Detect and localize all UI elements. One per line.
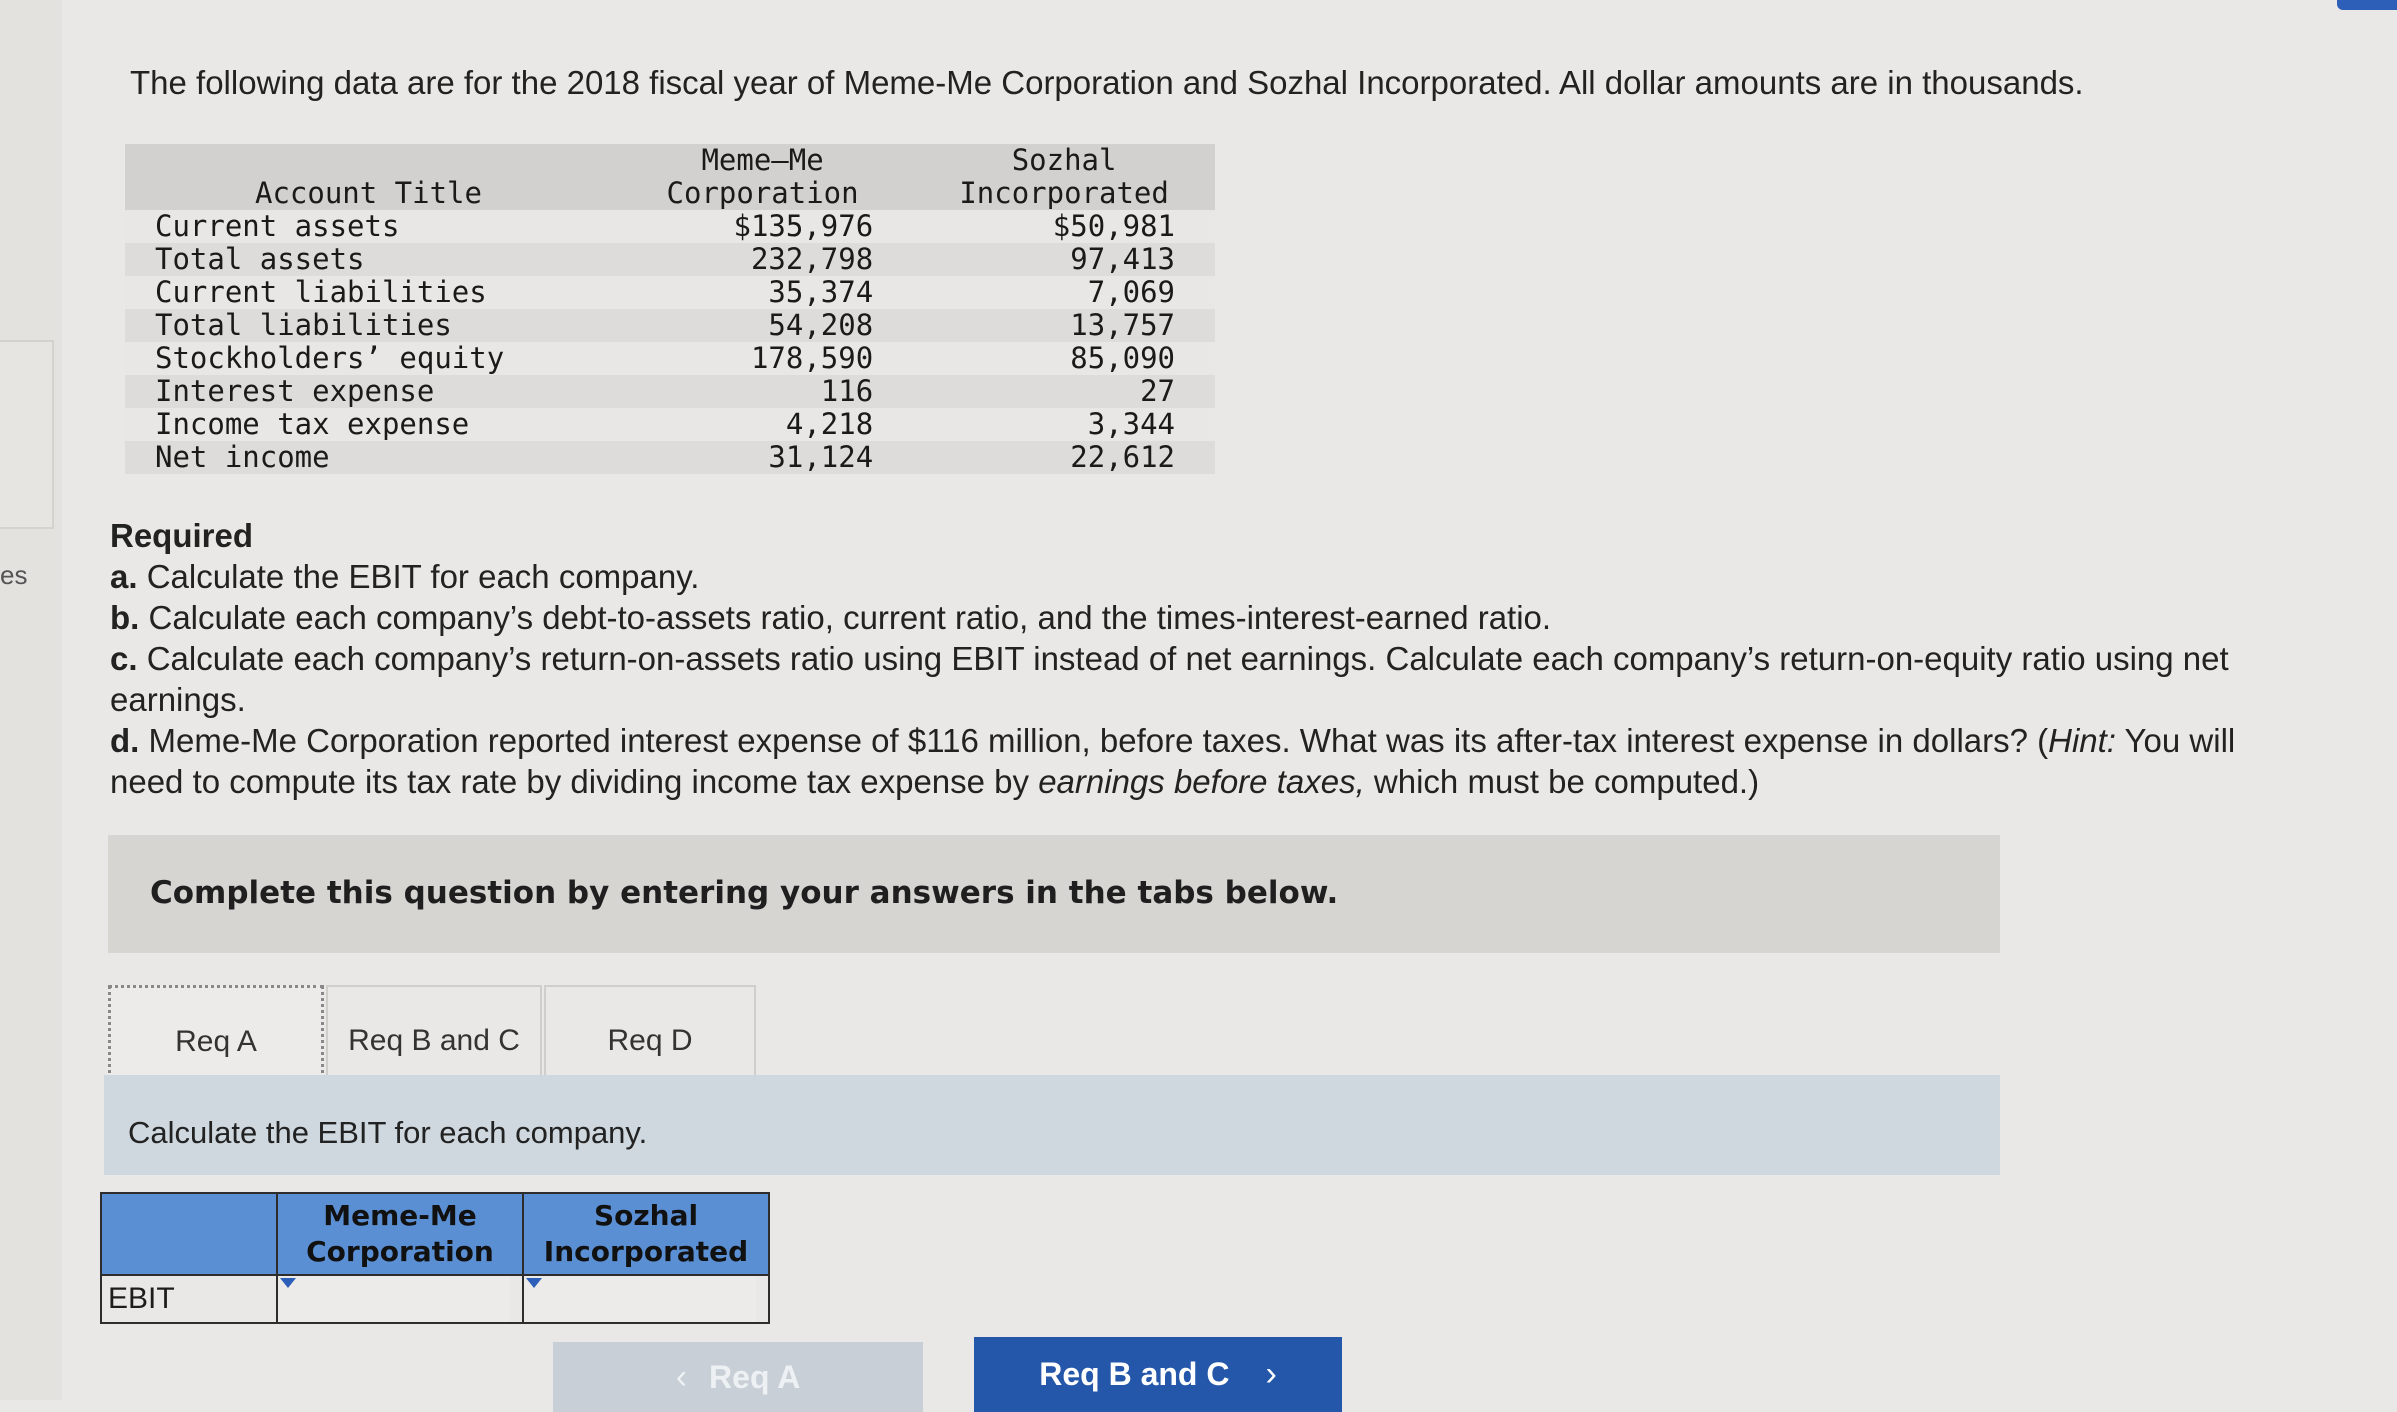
chevron-left-icon: ‹ [675,1357,688,1396]
side-frame [0,340,54,529]
item-d-text3: which must be computed.) [1364,763,1760,800]
ebit-mememe-input[interactable] [278,1276,510,1322]
item-a-prefix: a. [110,558,138,595]
header-account-title: Account Title [125,144,612,210]
sozhal-cell: 85,090 [913,342,1215,375]
item-a-text: Calculate the EBIT for each company. [137,558,700,595]
next-req-b-and-c-button[interactable] [974,1337,1342,1412]
ebit-header-mememe-line2: Corporation [306,1235,494,1268]
ebit-mememe-cell [277,1275,523,1323]
sozhal-cell: 27 [913,375,1215,408]
required-section [110,515,2270,802]
table-row [125,375,1215,408]
data-table [125,144,1215,474]
mememe-cell: 31,124 [612,441,913,474]
ebit-sozhal-input[interactable] [524,1276,756,1322]
item-c-text: Calculate each company’s return-on-assets ratio using EBIT instead of net earnings. Calculate each company’s return-on-equity ratio using net earnings. [110,640,2229,718]
account-cell: Interest expense [125,375,612,408]
account-cell: Net income [125,441,612,474]
mememe-cell: 232,798 [612,243,913,276]
item-b-text: Calculate each company’s debt-to-assets ratio, current ratio, and the times-interest-earned ratio. [139,599,1552,636]
tab-req-a[interactable]: Req A [108,985,324,1099]
next-button-label: Req B and C [1039,1356,1230,1392]
table-row [125,342,1215,375]
account-cell: Income tax expense [125,408,612,441]
header-sozhal-line2: Incorporated [959,176,1169,210]
ebit-answer-table [100,1192,770,1324]
account-cell: Total liabilities [125,309,612,342]
required-item-b [110,597,2270,638]
table-row [125,408,1215,441]
table-row [125,276,1215,309]
required-item-c [110,638,2270,720]
input-marker-icon [526,1278,542,1288]
prev-req-a-button[interactable] [553,1342,923,1412]
input-marker-icon [280,1278,296,1288]
ebit-row-label: EBIT [101,1275,277,1323]
table-row [125,243,1215,276]
sozhal-cell: 7,069 [913,276,1215,309]
header-sozhal [913,144,1215,210]
ebit-header-sozhal-line1: Sozhal [593,1199,699,1232]
prev-button-label: Req A [709,1358,801,1395]
ebit-header-mememe-line1: Meme-Me [323,1199,477,1232]
item-d-hint: Hint: [2048,722,2116,759]
item-d-prefix: d. [110,722,140,759]
table-row [125,309,1215,342]
account-cell: Stockholders’ equity [125,342,612,375]
required-item-a [110,556,2270,597]
mememe-cell: 54,208 [612,309,913,342]
panel-instruction: Calculate the EBIT for each company. [128,1115,648,1150]
item-d-text: Meme-Me Corporation reported interest expense of $116 million, before taxes. What was its after-tax interest expense in dollars? ( [139,722,2049,759]
header-mememe-line2: Corporation [666,176,859,210]
left-margin [0,0,62,1400]
ebit-header-mememe [277,1193,523,1275]
required-item-d [110,720,2270,802]
account-cell: Current assets [125,210,612,243]
table-row [125,441,1215,474]
mememe-cell: $135,976 [612,210,913,243]
account-cell: Total assets [125,243,612,276]
tab-panel-header [104,1075,2000,1175]
tab-req-b-and-c[interactable]: Req B and C [326,985,542,1095]
ebit-sozhal-cell [523,1275,769,1323]
item-b-prefix: b. [110,599,140,636]
sozhal-cell: 97,413 [913,243,1215,276]
item-d-text2: You will need to compute its tax rate by dividing income tax expense by [110,722,2236,800]
mememe-cell: 4,218 [612,408,913,441]
ebit-header-sozhal-line2: Incorporated [543,1235,749,1268]
ebit-row [101,1275,769,1323]
sozhal-cell: 22,612 [913,441,1215,474]
sozhal-cell: 3,344 [913,408,1215,441]
table-row [125,210,1215,243]
mememe-cell: 116 [612,375,913,408]
instruction-box [108,835,2000,953]
mememe-cell: 35,374 [612,276,913,309]
sozhal-cell: $50,981 [913,210,1215,243]
header-sozhal-line1: Sozhal [1011,143,1117,177]
item-c-prefix: c. [110,640,138,677]
intro-text: The following data are for the 2018 fiscal year of Meme-Me Corporation and Sozhal Incorporated. All dollar amounts are in thousands. [130,64,2084,101]
instruction-text: Complete this question by entering your answers in the tabs below. [150,875,1339,911]
tab-req-d[interactable]: Req D [544,985,756,1095]
sozhal-cell: 13,757 [913,309,1215,342]
chevron-right-icon: › [1265,1355,1277,1393]
required-title: Required [110,517,254,554]
ebit-header-blank [101,1193,277,1275]
top-accent [2337,0,2397,10]
ebit-header-sozhal [523,1193,769,1275]
header-mememe-line1: Meme–Me [701,143,824,177]
mememe-cell: 178,590 [612,342,913,375]
side-label: es [0,560,28,590]
item-d-italic: earnings before taxes, [1038,763,1365,800]
account-cell: Current liabilities [125,276,612,309]
header-mememe [612,144,913,210]
